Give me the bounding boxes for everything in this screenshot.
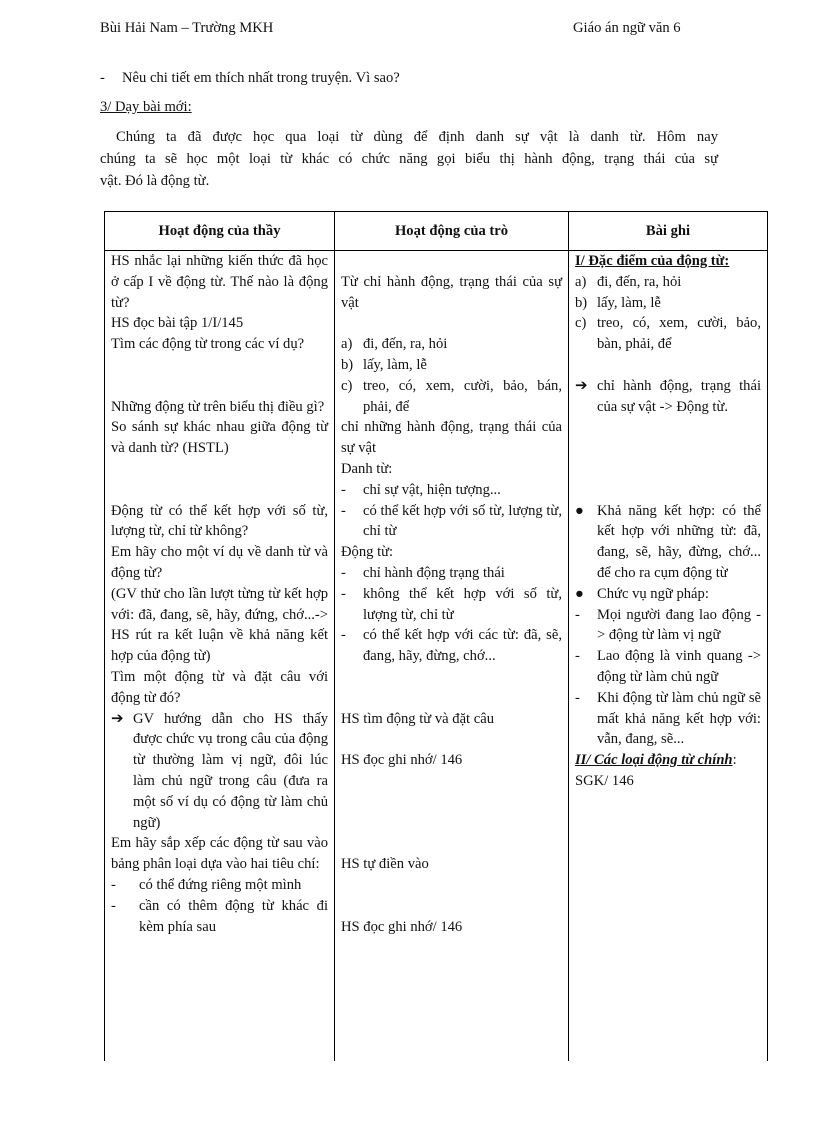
- list-item: [341, 625, 562, 667]
- list-item: [341, 563, 562, 584]
- arrow-icon: ➔: [111, 710, 124, 727]
- list-item: [575, 584, 761, 605]
- intro-line-1: Chúng ta đã được học qua loại từ dùng để định danh sự vật là danh từ. Hôm nay: [116, 129, 718, 145]
- notes-b: lấy, làm, lễ: [597, 294, 661, 311]
- student-a: đi, đến, ra, hỏi: [363, 336, 448, 353]
- dash-marker: -: [341, 564, 346, 581]
- notes-conclusion: [575, 376, 761, 418]
- student-p1: Từ chỉ hành động, trạng thái của sự vật: [341, 273, 562, 311]
- question-text: Nêu chi tiết em thích nhất trong truyện. Vì sao?: [122, 70, 400, 86]
- dash-marker: -: [575, 689, 580, 706]
- student-p3: HS tìm động từ và đặt câu: [341, 710, 495, 727]
- table-body-row: [105, 251, 768, 1062]
- teacher-p3: Tìm các động từ trong các ví dụ?: [111, 336, 305, 353]
- teacher-p12: có thể đứng riêng một mình: [139, 876, 302, 893]
- notes-b2: Chức vụ ngữ pháp:: [597, 585, 709, 602]
- list-marker: a): [341, 336, 353, 353]
- dash-marker: -: [341, 585, 346, 602]
- list-item: [341, 480, 562, 501]
- list-item: [575, 272, 761, 293]
- list-item: [575, 501, 761, 584]
- table-header-row: [105, 212, 768, 251]
- student-v2: không thể kết hợp với số từ, lượng từ, chỉ từ: [363, 585, 562, 623]
- notes-title-1: I/ Đặc điểm của động từ:: [575, 253, 730, 269]
- header-student: Hoạt động của trò: [335, 212, 569, 251]
- teacher-p8: (GV thử cho lần lượt từng từ kết hợp với: đã, đang, sẽ, hãy, đứng, chớ...-> HS rút ra kết luận về khả năng kết hợp của động từ): [111, 585, 328, 665]
- notes-column: [569, 251, 768, 1062]
- teacher-arrow-item: [111, 709, 328, 834]
- notes-title-2: [575, 750, 761, 771]
- teacher-p11: Em hãy sắp xếp các động từ sau vào bảng phân loại dựa vào hai tiêu chí:: [111, 835, 328, 873]
- student-p5: HS tự điền vào: [341, 856, 429, 873]
- teacher-p10: GV hướng dẫn cho HS thấy được chức vụ trong câu của động từ thường làm vị ngữ, đôi lúc làm chủ ngữ trong câu (đưa ra một số ví dụ có động từ làm chủ ngữ): [133, 710, 328, 831]
- teacher-p1: HS nhắc lại những kiến thức đã học ở cấp I về động từ. Thế nào là động từ?: [111, 253, 328, 311]
- student-b: lấy, làm, lễ: [363, 356, 427, 373]
- notes-d2: Lao động là vinh quang -> động từ làm chủ ngữ: [597, 648, 761, 685]
- student-verb-title: Động từ:: [341, 544, 394, 561]
- lesson-table: [104, 211, 768, 1061]
- bullet-icon: ●: [575, 502, 584, 519]
- dash-marker: -: [341, 502, 346, 519]
- arrow-icon: ➔: [575, 377, 588, 394]
- dash-marker: -: [111, 876, 116, 893]
- list-marker: c): [341, 377, 353, 394]
- notes-a: đi, đến, ra, hỏi: [597, 273, 682, 290]
- bullet-icon: ●: [575, 585, 584, 602]
- student-noun-title: Danh từ:: [341, 460, 393, 477]
- teacher-column: [105, 251, 335, 1062]
- teacher-p6: Động từ có thể kết hợp với số từ, lượng từ, chỉ từ không?: [111, 502, 328, 540]
- list-item: [575, 646, 761, 688]
- dash-marker: -: [111, 897, 116, 914]
- header-author: Bùi Hải Nam – Trường MKH: [100, 20, 274, 36]
- header-teacher: Hoạt động của thầy: [105, 212, 335, 251]
- notes-c: treo, có, xem, cười, bảo, bàn, phải, để: [597, 315, 761, 353]
- notes-conclusion-text: chỉ hành động, trạng thái của sự vật -> Động từ.: [597, 377, 761, 415]
- list-item: [575, 605, 761, 647]
- notes-b1: Khả năng kết hợp: có thể kết hợp với những từ: đã, đang, sẽ, hãy, đừng, chớ... để cho ra cụm động từ: [597, 502, 761, 581]
- student-n1: chỉ sự vật, hiện tượng...: [363, 481, 501, 498]
- list-item: [341, 334, 562, 355]
- intro-line-2: chúng ta sẽ học một loại từ khác có chức năng gọi biểu thị hành động, trạng thái của sự: [100, 151, 718, 167]
- list-item: [111, 896, 328, 938]
- notes-ref: SGK/ 146: [575, 772, 634, 789]
- teacher-p7: Em hãy cho một ví dụ về danh từ và động từ?: [111, 544, 328, 581]
- notes-title-2-colon: :: [732, 752, 737, 769]
- dash-marker: -: [341, 481, 346, 498]
- teacher-p2: HS đọc bài tập 1/I/145: [111, 315, 244, 332]
- intro-line-3: vật. Đó là động từ.: [100, 173, 210, 189]
- list-item: [341, 584, 562, 626]
- list-item: [575, 688, 761, 750]
- list-marker: a): [575, 273, 587, 290]
- teacher-p4: Những động từ trên biểu thị điều gì?: [111, 398, 325, 415]
- list-marker: b): [341, 356, 354, 373]
- teacher-p13: cần có thêm động từ khác đi kèm phía sau: [139, 897, 328, 935]
- teacher-p9: Tìm một động từ và đặt câu với động từ đó?: [111, 668, 328, 706]
- review-question: [100, 70, 400, 87]
- list-item: [575, 293, 761, 314]
- notes-d1: Mọi người đang lao động -> động từ làm vị ngữ: [597, 606, 761, 644]
- notes-d3: Khi động từ làm chủ ngữ sẽ mất khả năng kết hợp với: vẫn, đang, sẽ...: [597, 689, 761, 748]
- list-item: [575, 313, 761, 355]
- notes-title-2-text: II/ Các loại động từ chính: [575, 752, 733, 769]
- student-p6: HS đọc ghi nhớ/ 146: [341, 918, 463, 935]
- student-n2: có thể kết hợp với số từ, lượng từ, chỉ từ: [363, 502, 562, 540]
- section-heading: 3/ Dạy bài mới:: [100, 99, 192, 115]
- student-column: [335, 251, 569, 1062]
- dash-marker: -: [575, 648, 580, 665]
- dash-marker: -: [575, 606, 580, 623]
- list-marker: c): [575, 315, 587, 332]
- student-p2: chỉ những hành động, trạng thái của sự vật: [341, 419, 562, 457]
- student-p4: HS đọc ghi nhớ/ 146: [341, 752, 463, 769]
- dash-marker: -: [341, 627, 346, 644]
- list-marker: b): [575, 294, 588, 311]
- teacher-p5: So sánh sự khác nhau giữa động từ và danh từ? (HSTL): [111, 419, 328, 457]
- list-item: [341, 501, 562, 543]
- header-notes: Bài ghi: [569, 212, 768, 251]
- student-v1: chỉ hành động trạng thái: [363, 564, 505, 581]
- dash-marker: -: [100, 70, 105, 86]
- header-subject: Giáo án ngữ văn 6: [573, 20, 681, 36]
- intro-paragraph: [100, 126, 718, 192]
- student-c: treo, có, xem, cười, bảo, bán, phải, để: [363, 377, 562, 415]
- list-item: [111, 875, 328, 896]
- list-item: [341, 376, 562, 418]
- student-v3: có thể kết hợp với các từ: đã, sẽ, đang, hãy, đừng, chớ...: [363, 627, 562, 665]
- list-item: [341, 355, 562, 376]
